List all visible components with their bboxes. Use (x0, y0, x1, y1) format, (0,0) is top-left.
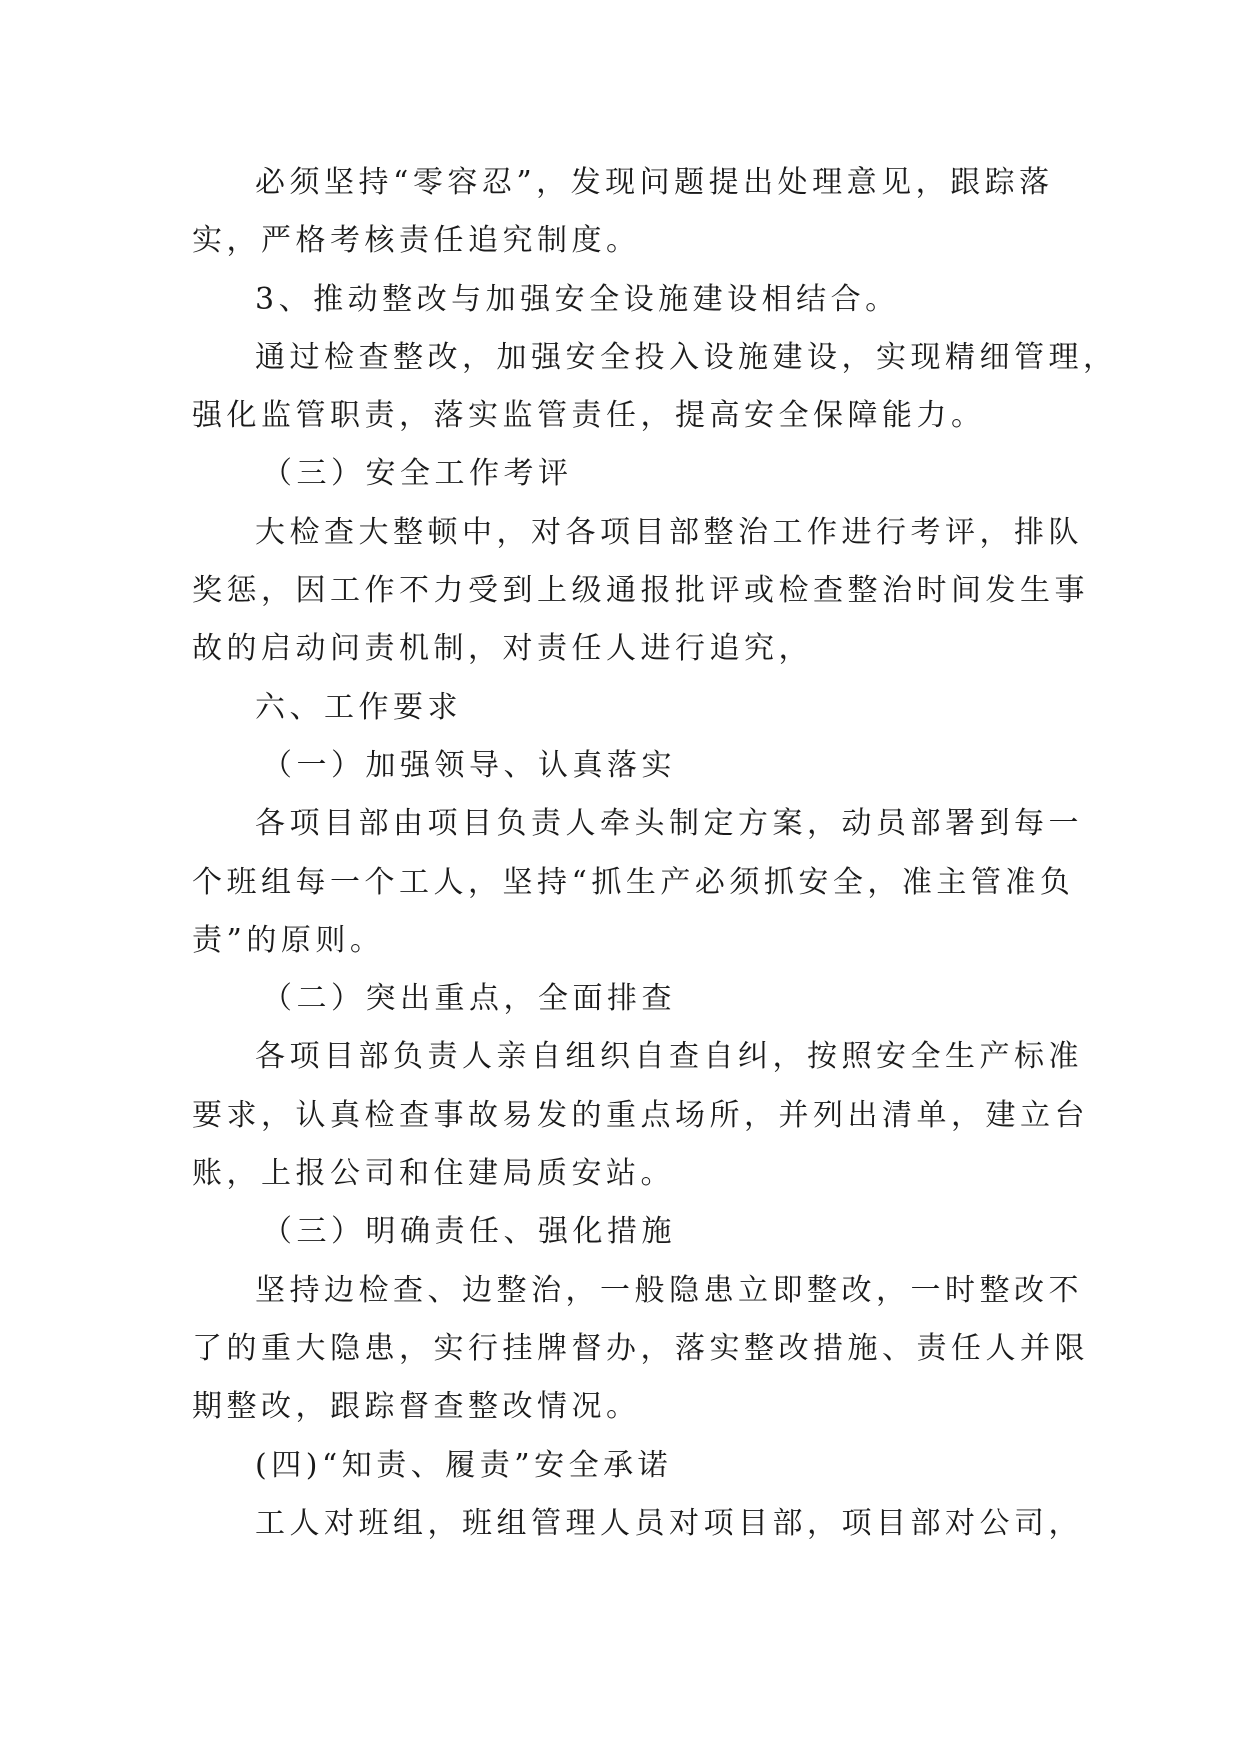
body-text (192, 154, 1118, 1553)
section-heading: （三）安全工作考评 (262, 456, 573, 492)
paragraph-line: 奖惩，因工作不力受到上级通报批评或检查整治时间发生事 (192, 573, 1089, 609)
section-heading: （三）明确责任、强化措施 (262, 1214, 676, 1250)
paragraph-line: 必须坚持“零容忍”，发现问题提出处理意见，跟踪落 (255, 165, 1054, 200)
paragraph-line: 期整改，跟踪督查整改情况。 (192, 1389, 641, 1425)
section-heading: (四)“知责、履责”安全承诺 (255, 1447, 673, 1483)
paragraph-line: 大检查大整顿中，对各项目部整治工作进行考评，排队 (255, 514, 1083, 550)
paragraph-line: 了的重大隐患，实行挂牌督办，落实整改措施、责任人并限 (192, 1330, 1089, 1366)
paragraph-line: 工人对班组，班组管理人员对项目部，项目部对公司， (255, 1505, 1083, 1541)
paragraph-line: 个班组每一个工人，坚持“抓生产必须抓安全，准主管准负 (192, 864, 1075, 900)
paragraph-line: 要求，认真检查事故易发的重点场所，并列出清单，建立台 (192, 1097, 1089, 1133)
section-heading: （一）加强领导、认真落实 (262, 747, 676, 783)
paragraph-line: 强化监管职责，落实监管责任，提高安全保障能力。 (192, 398, 986, 434)
paragraph-line: 账，上报公司和住建局质安站。 (192, 1156, 675, 1192)
section-heading: 六、工作要求 (255, 689, 462, 725)
subheading-line: 3、推动整改与加强安全设施建设相结合。 (255, 281, 900, 317)
paragraph-line: 坚持边检查、边整治，一般隐患立即整改，一时整改不 (255, 1272, 1083, 1308)
paragraph-line: 各项目部由项目负责人牵头制定方案，动员部署到每一 (255, 806, 1083, 842)
paragraph-line: 实，严格考核责任追究制度。 (192, 223, 641, 259)
section-heading: （二）突出重点，全面排查 (262, 981, 676, 1017)
paragraph-line: 通过检查整改，加强安全投入设施建设，实现精细管理， (255, 339, 1118, 375)
paragraph-line: 各项目部负责人亲自组织自查自纠，按照安全生产标准 (255, 1039, 1083, 1075)
paragraph-line: 故的启动问责机制，对责任人进行追究， (192, 631, 813, 667)
paragraph-line: 责”的原则。 (192, 922, 385, 958)
